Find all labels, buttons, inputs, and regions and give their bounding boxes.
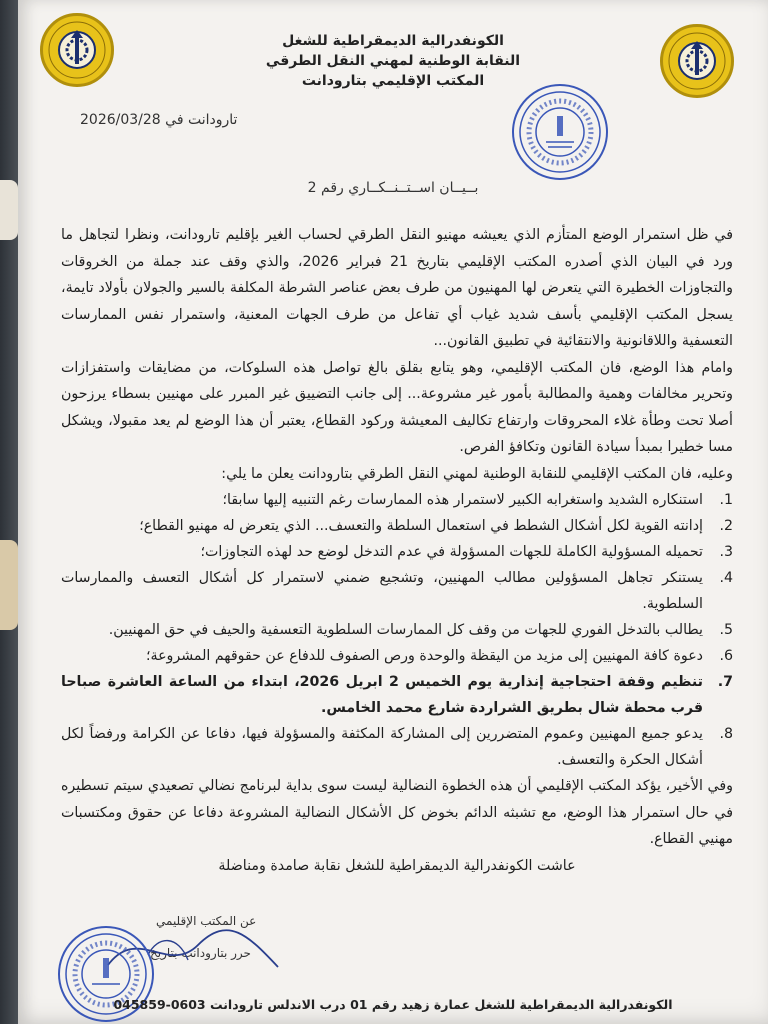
paragraph-situation: وامام هذا الوضع، فان المكتب الإقليمي، وهو يتابع بقلق بالغ تواصل هذه السلوكات، من مضايقات واستفزازات وتحرير مخالفات وهمية والمطالبة بأمور غير مشروعة... إلى جانب التضييق غير المبرر على مهنيين بسطاء يرزحون أصلا تحت وطأة غلاء المحروقات وارتفاع تكاليف المعيشة وركود القطاع، يعتبر أن هذا الوضع لم يعد مقبولا، ويشكل مسا خطيرا بمبدأ سيادة القانون وتكافؤ الفرص. <box>61 359 733 455</box>
list-item-number: 4. <box>719 570 733 586</box>
official-stamp <box>512 84 608 180</box>
list-item-number: 2. <box>719 518 733 534</box>
list-item-number: 6. <box>719 648 733 664</box>
list-item-text: دعوة كافة المهنيين إلى مزيد من اليقظة والوحدة ورص الصفوف للدفاع عن حقوقهم المشروعة؛ <box>145 648 703 664</box>
paragraph-announcement: وعليه، فان المكتب الإقليمي للنقابة الوطنية لمهني النقل الطرقي بتارودانت يعلن ما يلي: <box>221 465 733 482</box>
list-item-number: 8. <box>719 726 733 742</box>
list-item-number: 3. <box>719 544 733 560</box>
list-item <box>61 643 733 669</box>
document-footer: الكونفدرالية الديمقراطية للشغل عمارة زهيد رقم 01 درب الاندلس تارودانت 0603-045859 <box>113 997 673 1012</box>
list-item <box>61 487 733 513</box>
list-item-text: استنكاره الشديد واستغرابه الكبير لاستمرار هذه الممارسات رغم التنبيه إليها سابقا؛ <box>222 492 703 508</box>
closing-slogan: عاشت الكونفدرالية الديمقراطية للشغل نقابة صامدة ومناضلة <box>218 857 576 874</box>
list-item-number: 5. <box>719 622 733 638</box>
background-object <box>0 540 18 630</box>
letterhead-line-2: النقابة الوطنية لمهني النقل الطرقي <box>265 53 521 69</box>
document-page <box>18 0 768 1024</box>
stamp-emblem-icon <box>514 86 606 178</box>
list-item-text: يستنكر تجاهل المسؤولين مطالب المهنيين، وتشجيع ضمني لاستمرار كل أشكال التعسف والممارسات السلطوية. <box>61 570 703 612</box>
letterhead-line-3: المكتب الإقليمي بتارودانت <box>301 73 485 89</box>
list-item-number: 7. <box>717 674 733 690</box>
list-item <box>61 721 733 773</box>
document-date: تارودانت في 2026/03/28 <box>80 112 238 128</box>
list-item-text: إدانته القوية لكل أشكال الشطط في استعمال السلطة والتعسف... الذي يتعرض له مهنيو القطاع؛ <box>139 518 703 534</box>
letterhead-line-1: الكونفدرالية الديمقراطية للشغل <box>282 33 504 49</box>
list-item <box>61 539 733 565</box>
list-item-text: يطالب بالتدخل الفوري للجهات من وقف كل الممارسات السلطوية التعسفية والحيف في حق المهنيين. <box>108 622 703 638</box>
background-object <box>0 180 18 240</box>
signature-place-label: حرر بتارودانت بتاريخ <box>150 946 251 960</box>
list-item-protest <box>61 669 733 721</box>
list-item-text: تحميله المسؤولية الكاملة للجهات المسؤولة في عدم التدخل لوضع حد لهذه التجاوزات؛ <box>200 544 703 560</box>
list-item-text: تنظيم وقفة احتجاجية إنذارية يوم الخميس 2 ابريل 2026، ابتداء من الساعة العاشرة صباحا قرب محطة شال بطريق الشراردة شارع محمد الخامس. <box>61 674 703 716</box>
letterhead <box>18 31 768 91</box>
list-item-text: يدعو جميع المهنيين وعموم المتضررين إلى المشاركة المكثفة والمسؤولة فيها، دفاعا عن الكرامة ورفضاً لكل أشكال الحكرة والتعسف. <box>61 726 703 768</box>
document-title: بــيــان اســتــنــكــاري رقم 2 <box>307 180 479 196</box>
list-item <box>61 565 733 617</box>
paragraph-conclusion: وفي الأخير، يؤكد المكتب الإقليمي أن هذه الخطوة النضالية ليست سوى بداية لبرنامج نضالي تصعيدي سيتم تسطيره في حال استمرار هذا الوضع، مع تشبثه الدائم بخوض كل الأشكال النضالية المشروعة دفاعا عن حقوق ومكتسبات مهنيي القطاع. <box>61 778 733 847</box>
demands-list <box>61 487 733 773</box>
document-body <box>61 222 733 879</box>
list-item <box>61 617 733 643</box>
signature-office-label: عن المكتب الإقليمي <box>156 914 257 928</box>
paragraph-intro: في ظل استمرار الوضع المتأزم الذي يعيشه مهنيو النقل الطرقي لحساب الغير بإقليم تارودانت، ونظرا لتجاهل ما ورد في البيان الذي أصدره المكتب الإقليمي بتاريخ 21 فبراير 2026، والذي وقف عند جملة من الخروقات والتجاوزات الخطيرة التي يتعرض لها المهنيون من طرف بعض عناصر الشرطة المكلفة بالسير والجولان بأولاد تايمة، يسجل المكتب الإقليمي بأسف شديد غياب أي تفاعل من طرف الجهات المعنية، واستمرار نفس الممارسات التعسفية واللاقانونية والانتقائية في تطبيق القانون... <box>61 227 733 349</box>
list-item-number: 1. <box>719 492 733 508</box>
list-item <box>61 513 733 539</box>
